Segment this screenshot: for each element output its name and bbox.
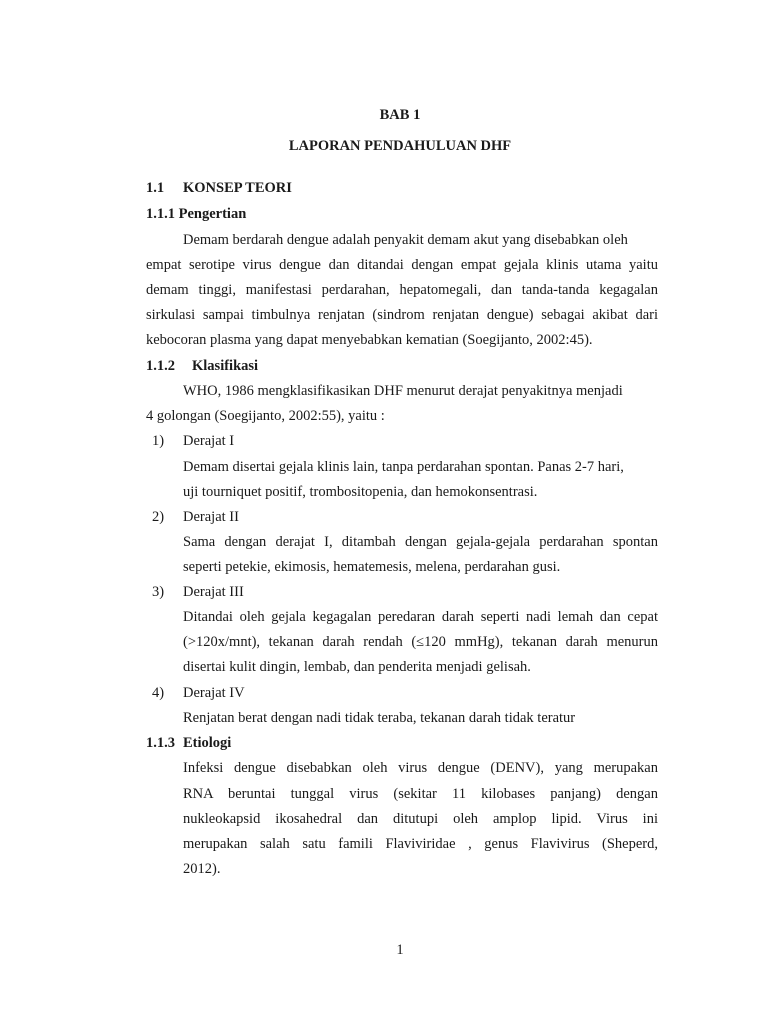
paragraph-line: 4 golongan (Soegijanto, 2002:55), yaitu :	[146, 408, 385, 424]
list-item-number: 1)	[152, 433, 165, 449]
section-number: 1.1	[146, 180, 165, 196]
list-item-line: disertai kulit dingin, lembab, dan penderita menjadi gelisah.	[183, 659, 531, 675]
paragraph-line: 2012).	[183, 861, 221, 877]
list-item-number: 2)	[152, 509, 165, 525]
paragraph-line: empat serotipe virus dengue dan ditandai dengan empat gejala klinis utama yaitu	[146, 257, 658, 273]
list-item-line: uji tourniquet positif, trombositopenia, dan hemokonsentrasi.	[183, 484, 538, 500]
list-item-line: seperti petekie, ekimosis, hematemesis, melena, perdarahan gusi.	[183, 559, 561, 575]
chapter-heading: BAB 1	[379, 107, 421, 123]
paragraph-line: merupakan salah satu famili Flaviviridae , genus Flavivirus (Sheperd,	[183, 836, 658, 852]
paragraph-line: Demam berdarah dengue adalah penyakit demam akut yang disebabkan oleh	[183, 232, 628, 248]
list-item-line: Renjatan berat dengan nadi tidak teraba, tekanan darah tidak teratur	[183, 710, 576, 726]
list-item-number: 4)	[152, 685, 165, 701]
section-title: KONSEP TEORI	[183, 180, 292, 196]
list-item-label: Derajat IV	[183, 685, 245, 701]
list-item-line: Ditandai oleh gejala kegagalan peredaran darah seperti nadi lemah dan cepat	[183, 609, 658, 625]
page-number: 1	[396, 942, 404, 958]
subsection-title: Etiologi	[183, 735, 232, 751]
paragraph-line: Infeksi dengue disebabkan oleh virus dengue (DENV), yang merupakan	[183, 760, 658, 776]
list-item-line: Demam disertai gejala klinis lain, tanpa perdarahan spontan. Panas 2-7 hari,	[183, 459, 624, 475]
list-item-label: Derajat I	[183, 433, 235, 449]
paragraph-line: kebocoran plasma yang dapat menyebabkan kematian (Soegijanto, 2002:45).	[146, 332, 593, 348]
subsection-title: Klasifikasi	[192, 358, 259, 374]
subsection-number: 1.1.2	[146, 358, 175, 374]
document-title: LAPORAN PENDAHULUAN DHF	[288, 138, 512, 154]
paragraph-line: nukleokapsid ikosahedral dan ditutupi oleh amplop lipid. Virus ini	[183, 811, 658, 827]
paragraph-line: WHO, 1986 mengklasifikasikan DHF menurut derajat penyakitnya menjadi	[183, 383, 623, 399]
subsection-number: 1.1.3	[146, 735, 175, 751]
list-item-label: Derajat III	[183, 584, 244, 600]
paragraph-line: demam tinggi, manifestasi perdarahan, hepatomegali, dan tanda-tanda kegagalan	[146, 282, 658, 298]
list-item-number: 3)	[152, 584, 165, 600]
list-item-line: Sama dengan derajat I, ditambah dengan gejala-gejala perdarahan spontan	[183, 534, 658, 550]
paragraph-line: RNA beruntai tunggal virus (sekitar 11 kilobases panjang) dengan	[183, 786, 658, 802]
paragraph-line: sirkulasi sampai timbulnya renjatan (sindrom renjatan dengue) sebagai akibat dari	[146, 307, 658, 323]
list-item-label: Derajat II	[183, 509, 239, 525]
list-item-line: (>120x/mnt), tekanan darah rendah (≤120 mmHg), tekanan darah menurun	[183, 634, 658, 650]
subsection-heading-pengertian: 1.1.1 Pengertian	[146, 206, 247, 222]
